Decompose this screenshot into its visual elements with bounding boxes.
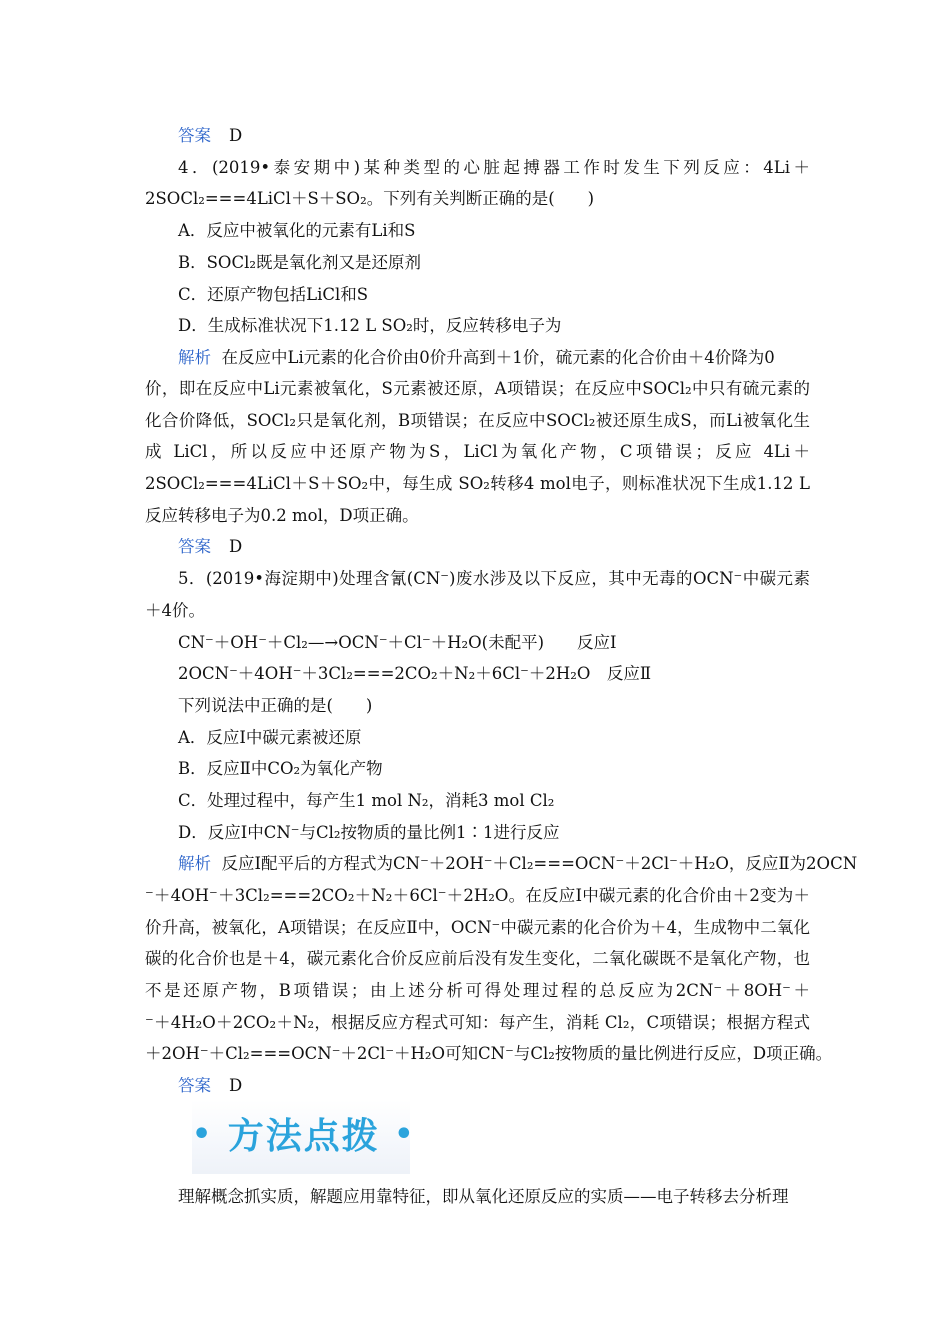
method-banner [192,1100,416,1174]
answer-value: D [229,537,243,556]
q4-stem-line2: 2SOCl₂===4LiCl＋S＋SO₂。下列有关判断正确的是( ) [145,189,595,208]
method-text: 理解概念抓实质，解题应用靠特征，即从氧化还原反应的实质——电子转移去分析理 [178,1187,789,1206]
q4-analysis-line: 成 LiCl，所以反应中还原产物为S，LiCl为氧化产物，C项错误；反应 4Li＋ [145,442,810,461]
q5-option-c: C．处理过程中，每产生1 mol N₂，消耗3 mol Cl₂ [178,791,555,810]
answer-value: D [229,126,243,145]
analysis-text: 在反应中Li元素的化合价由0价升高到＋1价，硫元素的化合价由＋4价降为0 [221,348,775,367]
q4-option-a: A．反应中被氧化的元素有Li和S [178,221,416,240]
analysis-label: 解析 [178,854,211,873]
q5-reaction-2: 2OCN⁻＋4OH⁻＋3Cl₂===2CO₂＋N₂＋6Cl⁻＋2H₂O 反应Ⅱ [178,664,652,683]
bullet-dot-icon: • [394,1117,416,1152]
bullet-dot-icon: • [192,1117,214,1152]
q5-stem-line2: ＋4价。 [145,601,205,620]
q5-option-b: B．反应Ⅱ中CO₂为氧化产物 [178,759,383,778]
answer-line [178,125,810,147]
q5-question: 下列说法中正确的是( ) [178,696,373,715]
q4-analysis-line: 化合价降低，SOCl₂只是氧化剂，B项错误；在反应中SOCl₂被还原生成S，而Li被氧化生 [145,411,810,430]
q4-analysis-line: 反应转移电子为0.2 mol，D项正确。 [145,506,419,525]
answer-label: 答案 [178,126,211,145]
q4-option-c: C．还原产物包括LiCl和S [178,285,369,304]
analysis-label: 解析 [178,348,211,367]
q5-analysis-line: 碳的化合价也是＋4，碳元素化合价反应前后没有发生变化，二氧化碳既不是氧化产物，也 [145,949,810,968]
method-banner-label: 方法点拨 [227,1116,380,1157]
q5-analysis-line: ⁻＋4H₂O＋2CO₂＋N₂，根据反应方程式可知：每产生，消耗 Cl₂，C项错误；根据方程式 [145,1013,810,1032]
q4-option-b: B．SOCl₂既是氧化剂又是还原剂 [178,253,421,272]
method-banner-title [192,1108,416,1159]
answer-label: 答案 [178,1076,211,1095]
q5-option-d: D．反应Ⅰ中CN⁻与Cl₂按物质的量比例1∶1进行反应 [178,823,560,842]
q5-analysis-line: 不是还原产物，B项错误；由上述分析可得处理过程的总反应为2CN⁻＋8OH⁻＋ [145,981,810,1000]
q5-analysis-line: ＋2OH⁻＋Cl₂===OCN⁻＋2Cl⁻＋H₂O可知CN⁻与Cl₂按物质的量比例进行反应，D项正确。 [145,1044,833,1063]
q4-analysis-line: 价，即在反应中Li元素被氧化，S元素被还原，A项错误；在反应中SOCl₂中只有硫元素的 [145,379,810,398]
q5-analysis-line1 [178,853,858,875]
q4-stem-line1: 4．(2019•泰安期中)某种类型的心脏起搏器工作时发生下列反应：4Li＋ [178,158,810,177]
q5-reaction-1: CN⁻＋OH⁻＋Cl₂—→OCN⁻＋Cl⁻＋H₂O(未配平) 反应Ⅰ [178,633,617,652]
q4-analysis-line1 [178,347,810,369]
answer-value: D [229,1076,243,1095]
q5-answer-line [178,1075,810,1097]
q5-analysis-line: ⁻＋4OH⁻＋3Cl₂===2CO₂＋N₂＋6Cl⁻＋2H₂O。在反应Ⅰ中碳元素的化合价由＋2变为＋ [145,886,810,905]
q4-answer-line [178,536,810,558]
q5-analysis-line: 价升高，被氧化，A项错误；在反应Ⅱ中，OCN⁻中碳元素的化合价为＋4，生成物中二氧化 [145,918,810,937]
q4-option-d: D．生成标准状况下1.12 L SO₂时，反应转移电子为 [178,316,562,335]
q4-analysis-line: 2SOCl₂===4LiCl＋S＋SO₂中，每生成 SO₂转移4 mol电子，则标准状况下生成1.12 L [145,474,810,493]
q5-stem-line1: 5．(2019•海淀期中)处理含氰(CN⁻)废水涉及以下反应，其中无毒的OCN⁻中碳元素 [178,569,810,588]
answer-label: 答案 [178,537,211,556]
q5-option-a: A．反应Ⅰ中碳元素被还原 [178,728,362,747]
analysis-text: 反应Ⅰ配平后的方程式为CN⁻＋2OH⁻＋Cl₂===OCN⁻＋2Cl⁻＋H₂O，反应Ⅱ为2OCN [221,854,858,873]
